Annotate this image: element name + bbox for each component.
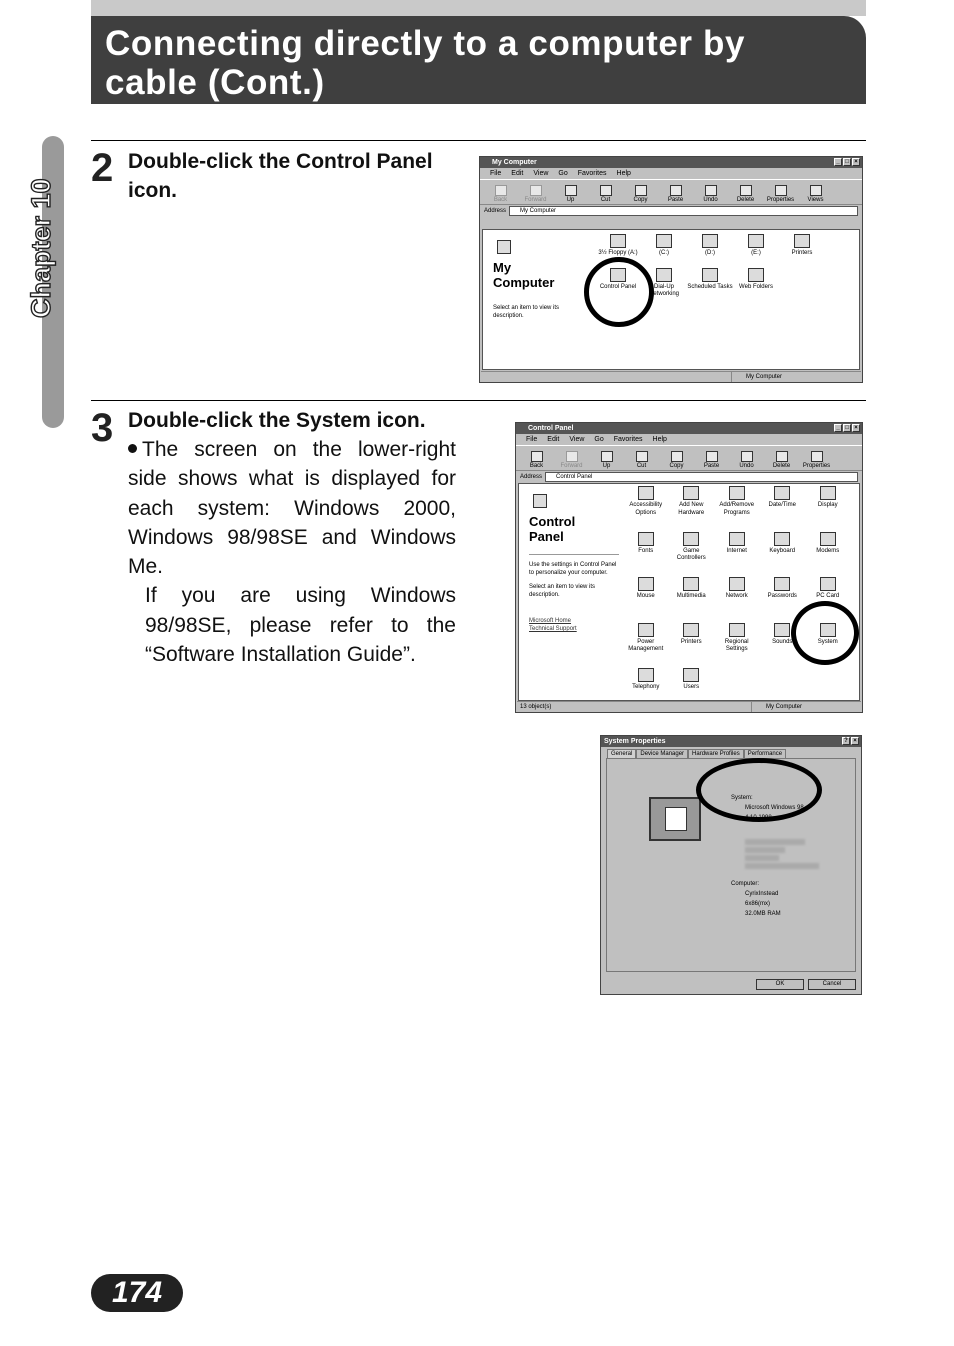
close-button[interactable]: × xyxy=(852,424,860,432)
accessibility-options-icon[interactable]: Accessibility Options xyxy=(623,486,669,532)
pc-card-icon[interactable]: PC Card xyxy=(805,577,851,623)
pane-description: Select an item to view its description. xyxy=(493,305,560,319)
address-bar xyxy=(516,471,862,483)
step3-heading: Double-click the System icon. xyxy=(128,409,426,432)
content-area xyxy=(482,229,860,370)
window-titlebar xyxy=(516,423,862,434)
window-titlebar xyxy=(480,157,862,168)
pane-hint: Select an item to view its description. xyxy=(529,584,596,598)
delete-button[interactable]: Delete xyxy=(765,450,798,470)
chapter-label-text: Chapter 10 xyxy=(26,178,56,318)
menu-go[interactable]: Go xyxy=(594,436,604,443)
window-title: Control Panel xyxy=(528,425,574,432)
blurred-registration xyxy=(745,855,779,861)
step3-number: 3 xyxy=(91,406,113,450)
blurred-registration xyxy=(745,839,805,845)
menu-bar xyxy=(480,168,862,179)
step3-note: If you are using Windows 98/98SE, please refer to the “Software Installation Guide”. xyxy=(145,584,456,667)
up-button[interactable]: Up xyxy=(590,450,623,470)
internet-icon[interactable]: Internet xyxy=(714,532,760,578)
status-right: My Computer xyxy=(731,372,861,382)
properties-button[interactable]: Properties xyxy=(764,184,797,204)
menu-edit[interactable]: Edit xyxy=(511,170,524,177)
status-right: My Computer xyxy=(751,702,861,712)
divider-step3 xyxy=(91,400,866,401)
address-label: Address xyxy=(484,208,507,214)
menu-go[interactable]: Go xyxy=(558,170,568,177)
drive-d-icon[interactable]: (D:) xyxy=(687,234,733,258)
forward-button[interactable]: Forward xyxy=(555,450,588,470)
address-input[interactable]: My Computer xyxy=(509,206,858,216)
my-computer-window xyxy=(479,156,863,383)
printers-folder-icon[interactable]: Printers xyxy=(779,234,825,258)
paste-button[interactable]: Paste xyxy=(659,184,692,204)
minimize-button[interactable]: _ xyxy=(834,424,842,432)
window-title: My Computer xyxy=(492,159,537,166)
header-top-bar xyxy=(91,0,866,16)
maximize-button[interactable]: □ xyxy=(843,424,851,432)
step3-body xyxy=(128,435,456,669)
menu-file[interactable]: File xyxy=(526,436,538,443)
page-title: Connecting directly to a computer by cable (Cont.) xyxy=(105,24,746,102)
ram-amount: 32.0MB RAM xyxy=(745,911,781,917)
game-controllers-icon[interactable]: Game Controllers xyxy=(669,532,715,578)
tab-general[interactable]: General xyxy=(607,749,636,758)
pane-description: Use the settings in Control Panel to personalize your computer. xyxy=(529,554,619,577)
sounds-icon[interactable]: Sounds xyxy=(760,623,806,669)
microsoft-home-link[interactable]: Microsoft Home xyxy=(529,618,572,624)
toolbar xyxy=(480,179,862,205)
delete-button[interactable]: Delete xyxy=(729,184,762,204)
close-button[interactable]: × xyxy=(852,158,860,166)
highlight-circle-system-info xyxy=(696,758,822,822)
pane-title: Control Panel xyxy=(529,514,576,544)
multimedia-icon[interactable]: Multimedia xyxy=(669,577,715,623)
status-left: 13 object(s) xyxy=(520,704,552,710)
cut-button[interactable]: Cut xyxy=(589,184,622,204)
regional-settings-icon[interactable]: Regional Settings xyxy=(714,623,760,669)
status-bar xyxy=(481,371,861,381)
mouse-icon[interactable]: Mouse xyxy=(623,577,669,623)
control-panel-window xyxy=(515,422,863,713)
minimize-button[interactable]: _ xyxy=(834,158,842,166)
content-area xyxy=(518,483,860,701)
date-time-icon[interactable]: Date/Time xyxy=(760,486,806,532)
header-banner xyxy=(91,16,866,104)
menu-favorites[interactable]: Favorites xyxy=(613,436,643,443)
computer-label: Computer: xyxy=(731,881,760,887)
cpu-vendor: CyrixInstead xyxy=(745,891,779,897)
menu-file[interactable]: File xyxy=(490,170,502,177)
address-label: Address xyxy=(520,474,543,480)
step3-bullet-paragraph xyxy=(128,435,456,581)
add-new-hardware-icon[interactable]: Add New Hardware xyxy=(669,486,715,532)
up-button[interactable]: Up xyxy=(554,184,587,204)
drive-e-icon[interactable]: (E:) xyxy=(733,234,779,258)
display-icon[interactable]: Display xyxy=(805,486,851,532)
floppy-drive-icon[interactable]: 3½ Floppy (A:) xyxy=(595,234,641,258)
system-label: System: xyxy=(731,795,753,801)
dialog-titlebar xyxy=(601,736,861,747)
chapter-label xyxy=(24,140,58,320)
web-folders-icon[interactable]: Web Folders xyxy=(733,268,779,299)
back-button[interactable]: Back xyxy=(484,184,517,204)
tab-performance[interactable]: Performance xyxy=(744,749,786,758)
telephony-icon[interactable]: Telephony xyxy=(623,668,669,713)
highlight-circle-control-panel xyxy=(584,257,654,327)
step3-bullet-text: The screen on the lower-right side shows what is displayed for each system: Windows 2000, Windows 98/98SE and Windows Me. xyxy=(128,438,456,579)
menu-edit[interactable]: Edit xyxy=(547,436,560,443)
copy-button[interactable]: Copy xyxy=(660,450,693,470)
windows-monitor-icon xyxy=(649,797,701,841)
control-panel-pane-icon xyxy=(533,494,547,508)
step2-heading: Double-click the Control Panel icon. xyxy=(128,150,433,202)
drive-c-icon[interactable]: (C:) xyxy=(641,234,687,258)
blurred-registration xyxy=(745,847,785,853)
control-panel-icon-grid xyxy=(623,486,851,713)
cpu-type: 6x86(mx) xyxy=(745,901,771,907)
add-remove-programs-icon[interactable]: Add/Remove Programs xyxy=(714,486,760,532)
blurred-registration xyxy=(745,863,819,869)
power-management-icon[interactable]: Power Management xyxy=(623,623,669,669)
help-button[interactable]: ? xyxy=(842,737,850,745)
bullet-icon xyxy=(128,444,137,453)
computer-icon xyxy=(497,240,511,254)
scheduled-tasks-icon[interactable]: Scheduled Tasks xyxy=(687,268,733,299)
properties-button[interactable]: Properties xyxy=(800,450,833,470)
cut-button[interactable]: Cut xyxy=(625,450,658,470)
toolbar xyxy=(516,445,862,471)
close-button[interactable]: × xyxy=(851,737,859,745)
menu-help[interactable]: Help xyxy=(616,170,631,177)
cancel-button[interactable]: Cancel xyxy=(808,979,856,990)
page-number: 174 xyxy=(91,1274,183,1312)
status-bar xyxy=(517,701,861,711)
forward-button[interactable]: Forward xyxy=(519,184,552,204)
address-input[interactable]: Control Panel xyxy=(545,472,858,482)
system-icon[interactable]: System xyxy=(805,623,851,669)
printers-icon[interactable]: Printers xyxy=(669,623,715,669)
menu-bar xyxy=(516,434,862,445)
modems-icon[interactable]: Modems xyxy=(805,532,851,578)
dialog-title: System Properties xyxy=(604,738,666,745)
address-bar xyxy=(480,205,862,217)
fonts-icon[interactable]: Fonts xyxy=(623,532,669,578)
system-version: 4.10.1998 xyxy=(745,815,772,821)
users-icon[interactable]: Users xyxy=(669,668,715,713)
network-icon[interactable]: Network xyxy=(714,577,760,623)
undo-button[interactable]: Undo xyxy=(694,184,727,204)
views-button[interactable]: Views xyxy=(799,184,832,204)
tab-hardware-profiles[interactable]: Hardware Profiles xyxy=(688,749,744,758)
control-panel-icon[interactable]: Control Panel xyxy=(595,268,641,299)
menu-favorites[interactable]: Favorites xyxy=(577,170,607,177)
pane-title: My Computer xyxy=(493,260,555,290)
dialog-tabs xyxy=(607,749,786,758)
technical-support-link[interactable]: Technical Support xyxy=(529,626,577,632)
back-button[interactable]: Back xyxy=(520,450,553,470)
passwords-icon[interactable]: Passwords xyxy=(760,577,806,623)
highlight-circle-system xyxy=(791,601,859,665)
undo-button[interactable]: Undo xyxy=(730,450,763,470)
maximize-button[interactable]: □ xyxy=(843,158,851,166)
tab-device-manager[interactable]: Device Manager xyxy=(636,749,688,758)
system-name: Microsoft Windows 98 xyxy=(745,805,804,811)
menu-view[interactable]: View xyxy=(533,170,549,177)
paste-button[interactable]: Paste xyxy=(695,450,728,470)
menu-view[interactable]: View xyxy=(569,436,585,443)
left-pane xyxy=(523,488,619,633)
dial-up-networking-icon[interactable]: Dial-Up Networking xyxy=(641,268,687,299)
ok-button[interactable]: OK xyxy=(756,979,804,990)
divider-step2 xyxy=(91,140,866,141)
step2-number: 2 xyxy=(91,146,113,190)
menu-help[interactable]: Help xyxy=(652,436,667,443)
keyboard-icon[interactable]: Keyboard xyxy=(760,532,806,578)
copy-button[interactable]: Copy xyxy=(624,184,657,204)
